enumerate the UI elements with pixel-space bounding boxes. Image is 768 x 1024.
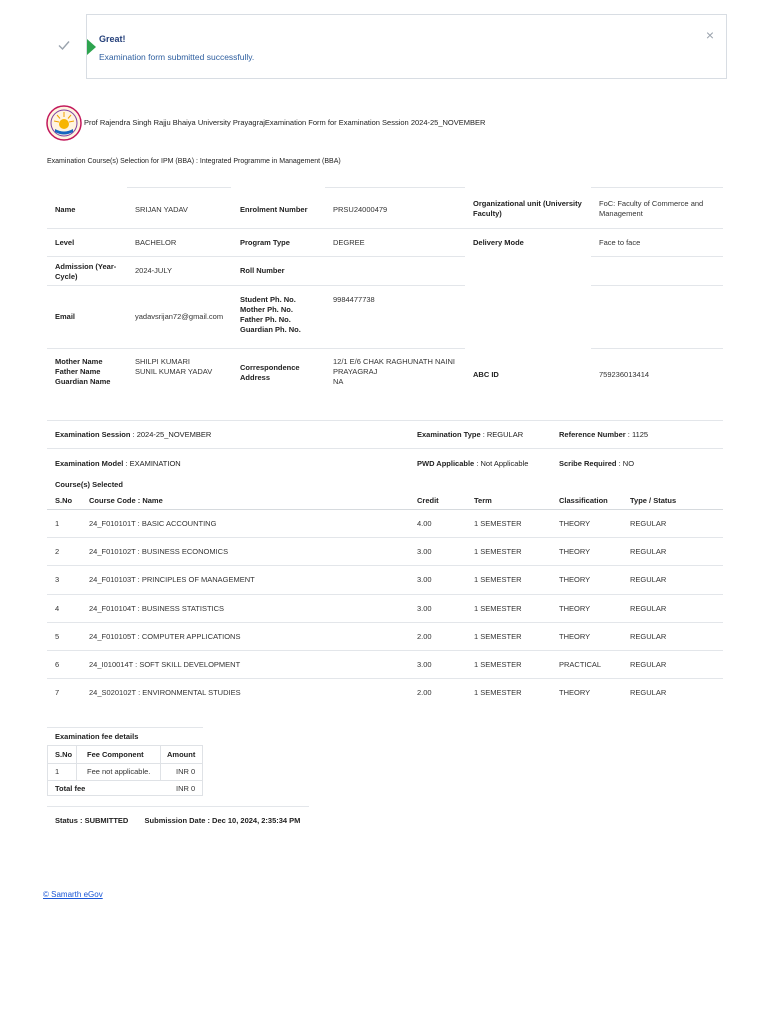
fee-component: Fee not applicable.: [87, 767, 151, 776]
col-type-status: Type / Status: [630, 496, 677, 505]
phones-value: 9984477738: [333, 295, 375, 304]
roll-label: Roll Number: [240, 266, 285, 275]
alert-indicator-icon: [87, 39, 96, 55]
university-logo: [45, 103, 83, 143]
admission-label: Admission (Year-Cycle): [55, 262, 117, 281]
exam-session: Examination Session : 2024-25_NOVEMBER: [55, 430, 212, 439]
col-course: Course Code : Name: [89, 496, 163, 505]
fee-col-component: Fee Component: [87, 750, 144, 759]
name-label: Name: [55, 205, 76, 214]
phones-label: Student Ph. No. Mother Ph. No. Father Ph. No. Guardian Ph. No.: [240, 295, 301, 334]
submission-status: [55, 816, 300, 825]
email-value: yadavsrijan72@gmail.com: [135, 312, 224, 321]
delivery-value: Face to face: [599, 238, 641, 247]
level-value: BACHELOR: [135, 238, 177, 247]
total-fee-value: INR 0: [176, 784, 196, 793]
total-fee-label: Total fee: [55, 784, 86, 793]
success-alert: [86, 14, 727, 79]
org-value: FoC: Faculty of Commerce and Management: [599, 199, 704, 218]
enrolment-value: PRSU24000479: [333, 205, 388, 214]
fee-col-sno: S.No: [55, 750, 73, 759]
enrolment-label: Enrolment Number: [240, 205, 308, 214]
parents-value: SHILPI KUMARI SUNIL KUMAR YADAV: [135, 357, 213, 376]
abc-label: ABC ID: [473, 370, 499, 379]
email-label: Email: [55, 312, 76, 321]
delivery-label: Delivery Mode: [473, 238, 524, 247]
level-label: Level: [55, 238, 75, 247]
check-icon: [57, 38, 71, 52]
org-label: Organizational unit (University Faculty): [473, 199, 582, 218]
course-selection-title: Examination Course(s) Selection for IPM (BBA) : Integrated Programme in Management (BBA): [47, 158, 341, 165]
admission-value: 2024-JULY: [135, 266, 172, 275]
program-type-value: DEGREE: [333, 238, 365, 247]
address-value: 12/1 E/6 CHAK RAGHUNATH NAINI PRAYAGRAJ NA: [333, 357, 455, 386]
exam-type: Examination Type : REGULAR: [417, 430, 524, 439]
fee-amount: INR 0: [176, 767, 196, 776]
reference-number: Reference Number : 1125: [559, 430, 649, 439]
col-classification: Classification: [559, 496, 608, 505]
submission-date: Submission Date : Dec 10, 2024, 2:35:34 PM: [144, 816, 301, 825]
footer-link[interactable]: © Samarth eGov: [43, 890, 103, 899]
scribe-required: Scribe Required : NO: [559, 459, 635, 468]
address-label: Correspondence Address: [240, 363, 300, 382]
page-title: Prof Rajendra Singh Rajju Bhaiya University PrayagrajExamination Form for Examination Session 2024-25_NOVEMBER: [84, 118, 486, 127]
status-text: Status : SUBMITTED: [55, 816, 129, 825]
fee-table: [47, 745, 203, 796]
col-sno: S.No: [55, 496, 73, 505]
alert-title: Great!: [99, 34, 126, 44]
name-value: SRIJAN YADAV: [135, 205, 188, 214]
fee-title: Examination fee details: [55, 732, 139, 741]
fee-sno: 1: [55, 767, 60, 776]
exam-model: Examination Model : EXAMINATION: [55, 459, 181, 468]
fee-col-amount: Amount: [167, 750, 196, 759]
col-credit: Credit: [417, 496, 439, 505]
close-icon[interactable]: ×: [705, 27, 715, 43]
alert-message: Examination form submitted successfully.: [99, 52, 255, 62]
courses-selected-heading: Course(s) Selected: [55, 480, 123, 489]
abc-value: 759236013414: [599, 370, 650, 379]
col-term: Term: [474, 496, 492, 505]
pwd-applicable: PWD Applicable : Not Applicable: [417, 459, 529, 468]
parents-label: Mother Name Father Name Guardian Name: [55, 357, 111, 386]
program-type-label: Program Type: [240, 238, 290, 247]
